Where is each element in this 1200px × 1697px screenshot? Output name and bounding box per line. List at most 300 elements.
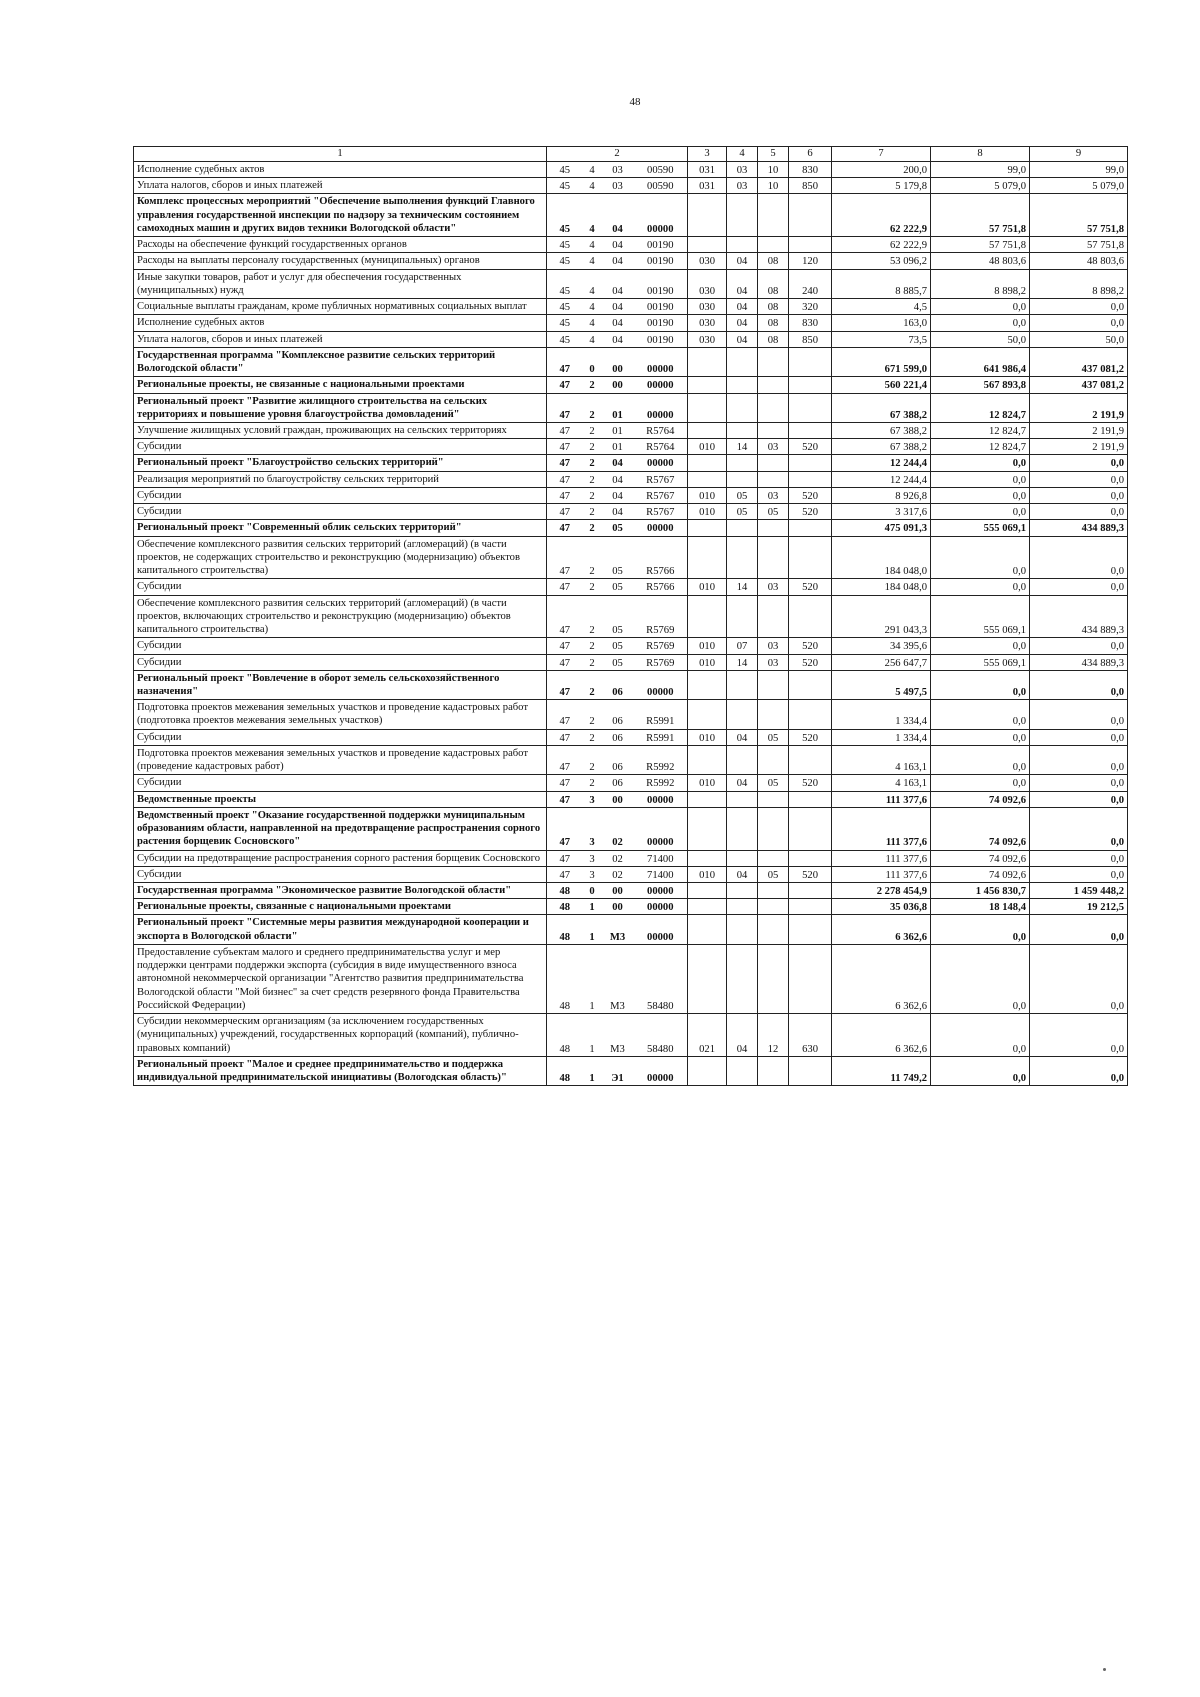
code-department	[688, 393, 727, 422]
row-name: Государственная программа "Экономическое развитие Вологодской области"	[134, 883, 547, 899]
amount-col7: 6 362,6	[832, 1014, 931, 1057]
amount-col7: 8 885,7	[832, 269, 931, 298]
code-direction: R5991	[634, 729, 688, 745]
amount-col9: 2 191,9	[1030, 393, 1128, 422]
code-subprogram: 00	[602, 883, 634, 899]
amount-col9: 437 081,2	[1030, 377, 1128, 393]
amount-col8: 74 092,6	[931, 866, 1030, 882]
code-direction: 00000	[634, 1056, 688, 1085]
code-type: 4	[583, 315, 602, 331]
code-subsection	[758, 1056, 789, 1085]
amount-col9: 0,0	[1030, 579, 1128, 595]
amount-col9: 437 081,2	[1030, 347, 1128, 376]
code-expense-type: 520	[789, 654, 832, 670]
code-department	[688, 700, 727, 729]
code-section: 04	[727, 1014, 758, 1057]
code-program: 47	[547, 504, 583, 520]
code-type: 2	[583, 377, 602, 393]
amount-col8: 1 456 830,7	[931, 883, 1030, 899]
code-direction: 00190	[634, 237, 688, 253]
amount-col9: 0,0	[1030, 944, 1128, 1013]
amount-col9: 0,0	[1030, 807, 1128, 850]
code-subsection	[758, 915, 789, 944]
code-expense-type	[789, 455, 832, 471]
table-row	[134, 194, 1128, 237]
code-program: 47	[547, 455, 583, 471]
amount-col7: 1 334,4	[832, 729, 931, 745]
code-subsection: 08	[758, 253, 789, 269]
amount-col7: 291 043,3	[832, 595, 931, 638]
code-expense-type: 830	[789, 315, 832, 331]
code-subsection	[758, 422, 789, 438]
table-row	[134, 536, 1128, 579]
table-row	[134, 315, 1128, 331]
amount-col7: 4,5	[832, 299, 931, 315]
amount-col9: 0,0	[1030, 315, 1128, 331]
code-program: 47	[547, 654, 583, 670]
code-direction: 71400	[634, 866, 688, 882]
code-section	[727, 595, 758, 638]
code-direction: 00590	[634, 162, 688, 178]
code-direction: 58480	[634, 944, 688, 1013]
code-subprogram: 02	[602, 850, 634, 866]
code-expense-type: 850	[789, 178, 832, 194]
code-program: 47	[547, 579, 583, 595]
code-section	[727, 377, 758, 393]
code-direction: R5769	[634, 654, 688, 670]
code-direction: 00190	[634, 315, 688, 331]
row-name: Региональный проект "Благоустройство сельских территорий"	[134, 455, 547, 471]
table-row	[134, 331, 1128, 347]
code-expense-type: 830	[789, 162, 832, 178]
amount-col7: 6 362,6	[832, 915, 931, 944]
row-name: Субсидии	[134, 439, 547, 455]
amount-col7: 67 388,2	[832, 439, 931, 455]
code-type: 2	[583, 471, 602, 487]
code-department	[688, 791, 727, 807]
code-department	[688, 194, 727, 237]
code-program: 47	[547, 866, 583, 882]
code-subprogram: 04	[602, 504, 634, 520]
code-subsection	[758, 670, 789, 699]
code-expense-type	[789, 536, 832, 579]
code-program: 47	[547, 487, 583, 503]
code-department	[688, 670, 727, 699]
code-subprogram: 01	[602, 439, 634, 455]
code-section	[727, 347, 758, 376]
page-number: 48	[629, 96, 641, 108]
amount-col7: 111 377,6	[832, 807, 931, 850]
row-name: Региональный проект "Малое и среднее предпринимательство и поддержка индивидуальной предпринимательской инициативы (Вологодская область)"	[134, 1056, 547, 1085]
code-direction: 00000	[634, 807, 688, 850]
code-department: 031	[688, 178, 727, 194]
code-direction: R5992	[634, 745, 688, 774]
code-section: 04	[727, 269, 758, 298]
code-type: 2	[583, 422, 602, 438]
amount-col9: 0,0	[1030, 471, 1128, 487]
table-row	[134, 745, 1128, 774]
code-type: 1	[583, 899, 602, 915]
code-type: 2	[583, 520, 602, 536]
table-row	[134, 439, 1128, 455]
code-expense-type	[789, 237, 832, 253]
amount-col9: 0,0	[1030, 915, 1128, 944]
code-subsection	[758, 347, 789, 376]
row-name: Региональные проекты, связанные с национальными проектами	[134, 899, 547, 915]
code-expense-type: 520	[789, 439, 832, 455]
code-expense-type	[789, 194, 832, 237]
amount-col7: 73,5	[832, 331, 931, 347]
code-department: 030	[688, 315, 727, 331]
amount-col9: 0,0	[1030, 729, 1128, 745]
code-section	[727, 194, 758, 237]
row-name: Региональный проект "Современный облик сельских территорий"	[134, 520, 547, 536]
code-expense-type: 520	[789, 504, 832, 520]
row-name: Комплекс процессных мероприятий "Обеспечение выполнения функций Главного управления государственной инспекции по надзору за техническим состоянием самоходных машин и других видов техники Вологодской области"	[134, 194, 547, 237]
code-subprogram: 02	[602, 866, 634, 882]
code-type: 2	[583, 579, 602, 595]
code-direction: 00190	[634, 253, 688, 269]
amount-col7: 256 647,7	[832, 654, 931, 670]
code-program: 47	[547, 638, 583, 654]
code-section	[727, 536, 758, 579]
code-section: 03	[727, 178, 758, 194]
code-subprogram: 05	[602, 638, 634, 654]
code-section: 04	[727, 299, 758, 315]
amount-col9: 0,0	[1030, 791, 1128, 807]
code-type: 2	[583, 487, 602, 503]
code-type: 3	[583, 866, 602, 882]
amount-col7: 62 222,9	[832, 237, 931, 253]
amount-col8: 57 751,8	[931, 237, 1030, 253]
amount-col9: 0,0	[1030, 775, 1128, 791]
row-name: Региональные проекты, не связанные с национальными проектами	[134, 377, 547, 393]
header-cell-4: 4	[727, 147, 758, 162]
row-name: Субсидии	[134, 654, 547, 670]
code-subprogram: 00	[602, 791, 634, 807]
code-subprogram: 04	[602, 455, 634, 471]
code-subsection	[758, 536, 789, 579]
table-row	[134, 237, 1128, 253]
amount-col7: 184 048,0	[832, 536, 931, 579]
row-name: Субсидии	[134, 579, 547, 595]
amount-col9: 434 889,3	[1030, 520, 1128, 536]
amount-col8: 567 893,8	[931, 377, 1030, 393]
code-expense-type	[789, 883, 832, 899]
code-type: 4	[583, 162, 602, 178]
code-program: 45	[547, 299, 583, 315]
amount-col7: 671 599,0	[832, 347, 931, 376]
scan-mark	[1103, 1668, 1106, 1671]
amount-col8: 0,0	[931, 299, 1030, 315]
code-department: 010	[688, 504, 727, 520]
amount-col8: 0,0	[931, 670, 1030, 699]
code-section	[727, 1056, 758, 1085]
table-row	[134, 915, 1128, 944]
row-name: Исполнение судебных актов	[134, 162, 547, 178]
code-department	[688, 377, 727, 393]
code-department: 031	[688, 162, 727, 178]
amount-col7: 560 221,4	[832, 377, 931, 393]
amount-col7: 4 163,1	[832, 745, 931, 774]
amount-col8: 641 986,4	[931, 347, 1030, 376]
amount-col7: 34 395,6	[832, 638, 931, 654]
table-row	[134, 504, 1128, 520]
table-row	[134, 791, 1128, 807]
code-section	[727, 520, 758, 536]
code-department: 030	[688, 299, 727, 315]
code-direction: 58480	[634, 1014, 688, 1057]
code-type: 2	[583, 670, 602, 699]
header-cell-3: 3	[688, 147, 727, 162]
table-row	[134, 178, 1128, 194]
code-type: 2	[583, 775, 602, 791]
row-name: Региональный проект "Развитие жилищного строительства на сельских территориях и повышение уровня благоустройства домовладений"	[134, 393, 547, 422]
code-department: 010	[688, 487, 727, 503]
amount-col8: 12 824,7	[931, 439, 1030, 455]
row-name: Предоставление субъектам малого и среднего предпринимательства услуг и мер поддержки центрами поддержки экспорта (субсидия в виде имущественного взноса автономной некоммерческой организации "Агентство развития предпринимательства Вологодской области "Мой бизнес" за счет средств резервного фонда Правительства Российской Федерации)	[134, 944, 547, 1013]
code-department: 021	[688, 1014, 727, 1057]
code-direction: 00000	[634, 899, 688, 915]
table-row	[134, 377, 1128, 393]
code-subprogram: 06	[602, 775, 634, 791]
code-department	[688, 1056, 727, 1085]
code-department	[688, 899, 727, 915]
table-row	[134, 899, 1128, 915]
header-cell-5: 5	[758, 147, 789, 162]
code-program: 47	[547, 439, 583, 455]
code-expense-type	[789, 520, 832, 536]
code-section: 05	[727, 504, 758, 520]
amount-col7: 111 377,6	[832, 866, 931, 882]
code-program: 48	[547, 1014, 583, 1057]
amount-col8: 0,0	[931, 579, 1030, 595]
row-name: Субсидии	[134, 504, 547, 520]
amount-col8: 57 751,8	[931, 194, 1030, 237]
amount-col8: 555 069,1	[931, 520, 1030, 536]
code-type: 1	[583, 1014, 602, 1057]
code-department	[688, 520, 727, 536]
code-section	[727, 393, 758, 422]
amount-col8: 555 069,1	[931, 654, 1030, 670]
table-row	[134, 162, 1128, 178]
row-name: Расходы на выплаты персоналу государственных (муниципальных) органов	[134, 253, 547, 269]
code-direction: 00000	[634, 194, 688, 237]
row-name: Подготовка проектов межевания земельных участков и проведение кадастровых работ (подготовка проектов межевания земельных участков)	[134, 700, 547, 729]
table-row	[134, 269, 1128, 298]
code-subsection: 08	[758, 315, 789, 331]
code-subsection	[758, 520, 789, 536]
code-program: 45	[547, 194, 583, 237]
amount-col7: 111 377,6	[832, 791, 931, 807]
code-expense-type: 320	[789, 299, 832, 315]
amount-col7: 11 749,2	[832, 1056, 931, 1085]
code-department: 010	[688, 729, 727, 745]
code-department: 010	[688, 638, 727, 654]
code-section: 05	[727, 487, 758, 503]
amount-col8: 0,0	[931, 536, 1030, 579]
code-expense-type	[789, 422, 832, 438]
code-program: 47	[547, 520, 583, 536]
code-department: 010	[688, 866, 727, 882]
code-subprogram: 03	[602, 178, 634, 194]
header-row	[134, 147, 1128, 162]
amount-col7: 200,0	[832, 162, 931, 178]
code-department: 030	[688, 253, 727, 269]
code-program: 47	[547, 729, 583, 745]
code-type: 1	[583, 1056, 602, 1085]
code-type: 0	[583, 347, 602, 376]
code-program: 47	[547, 791, 583, 807]
code-type: 3	[583, 791, 602, 807]
code-subsection: 03	[758, 638, 789, 654]
code-subprogram: 04	[602, 471, 634, 487]
row-name: Расходы на обеспечение функций государственных органов	[134, 237, 547, 253]
code-type: 4	[583, 253, 602, 269]
code-subprogram: 04	[602, 487, 634, 503]
amount-col8: 0,0	[931, 1014, 1030, 1057]
amount-col9: 0,0	[1030, 299, 1128, 315]
code-direction: 00000	[634, 915, 688, 944]
table-row	[134, 520, 1128, 536]
code-program: 45	[547, 237, 583, 253]
code-type: 4	[583, 299, 602, 315]
code-expense-type	[789, 1056, 832, 1085]
code-program: 48	[547, 899, 583, 915]
code-direction: 00000	[634, 670, 688, 699]
code-expense-type	[789, 915, 832, 944]
code-expense-type	[789, 393, 832, 422]
amount-col8: 0,0	[931, 487, 1030, 503]
amount-col9: 0,0	[1030, 487, 1128, 503]
code-direction: 00190	[634, 269, 688, 298]
code-department: 010	[688, 775, 727, 791]
amount-col8: 12 824,7	[931, 393, 1030, 422]
code-type: 2	[583, 700, 602, 729]
code-expense-type: 520	[789, 638, 832, 654]
amount-col9: 0,0	[1030, 536, 1128, 579]
code-section	[727, 471, 758, 487]
amount-col7: 184 048,0	[832, 579, 931, 595]
code-expense-type: 120	[789, 253, 832, 269]
row-name: Уплата налогов, сборов и иных платежей	[134, 178, 547, 194]
code-subsection	[758, 899, 789, 915]
amount-col7: 6 362,6	[832, 944, 931, 1013]
code-program: 47	[547, 670, 583, 699]
code-direction: R5764	[634, 439, 688, 455]
amount-col8: 0,0	[931, 729, 1030, 745]
code-direction: R5992	[634, 775, 688, 791]
table-row	[134, 579, 1128, 595]
amount-col8: 0,0	[931, 315, 1030, 331]
code-subsection	[758, 807, 789, 850]
code-type: 2	[583, 595, 602, 638]
code-program: 47	[547, 393, 583, 422]
code-subprogram: 06	[602, 745, 634, 774]
code-subsection: 05	[758, 729, 789, 745]
code-program: 45	[547, 253, 583, 269]
code-subprogram: 06	[602, 729, 634, 745]
header-cell-8: 8	[931, 147, 1030, 162]
code-subprogram: 01	[602, 393, 634, 422]
code-section	[727, 745, 758, 774]
code-department	[688, 455, 727, 471]
code-program: 47	[547, 775, 583, 791]
code-expense-type: 520	[789, 775, 832, 791]
code-section	[727, 700, 758, 729]
code-section: 04	[727, 775, 758, 791]
table-row	[134, 471, 1128, 487]
code-type: 4	[583, 269, 602, 298]
code-program: 47	[547, 745, 583, 774]
code-type: 2	[583, 455, 602, 471]
code-expense-type: 520	[789, 579, 832, 595]
code-subsection	[758, 595, 789, 638]
code-direction: 00000	[634, 791, 688, 807]
code-type: 3	[583, 850, 602, 866]
amount-col9: 434 889,3	[1030, 654, 1128, 670]
code-subprogram: 04	[602, 237, 634, 253]
code-direction: 00000	[634, 393, 688, 422]
code-type: 4	[583, 331, 602, 347]
code-program: 47	[547, 807, 583, 850]
row-name: Региональный проект "Системные меры развития международной кооперации и экспорта в Вологодской области"	[134, 915, 547, 944]
row-name: Подготовка проектов межевания земельных участков и проведение кадастровых работ (проведение кадастровых работ)	[134, 745, 547, 774]
code-department	[688, 237, 727, 253]
code-type: 3	[583, 807, 602, 850]
code-direction: 00000	[634, 520, 688, 536]
row-name: Социальные выплаты гражданам, кроме публичных нормативных социальных выплат	[134, 299, 547, 315]
amount-col8: 0,0	[931, 455, 1030, 471]
amount-col9: 0,0	[1030, 1014, 1128, 1057]
row-name: Региональный проект "Вовлечение в оборот земель сельскохозяйственного назначения"	[134, 670, 547, 699]
amount-col8: 18 148,4	[931, 899, 1030, 915]
code-section	[727, 944, 758, 1013]
amount-col9: 0,0	[1030, 1056, 1128, 1085]
row-name: Иные закупки товаров, работ и услуг для обеспечения государственных (муниципальных) нужд	[134, 269, 547, 298]
table-row	[134, 729, 1128, 745]
code-direction: 00590	[634, 178, 688, 194]
code-section: 14	[727, 654, 758, 670]
code-program: 48	[547, 915, 583, 944]
code-subsection: 03	[758, 439, 789, 455]
code-expense-type	[789, 377, 832, 393]
code-section: 04	[727, 331, 758, 347]
amount-col9: 48 803,6	[1030, 253, 1128, 269]
code-expense-type: 520	[789, 729, 832, 745]
amount-col7: 1 334,4	[832, 700, 931, 729]
amount-col8: 0,0	[931, 700, 1030, 729]
amount-col7: 5 497,5	[832, 670, 931, 699]
code-type: 2	[583, 729, 602, 745]
code-type: 2	[583, 504, 602, 520]
code-expense-type	[789, 471, 832, 487]
code-department: 010	[688, 654, 727, 670]
code-program: 48	[547, 944, 583, 1013]
header-cell-1: 1	[134, 147, 547, 162]
code-department	[688, 536, 727, 579]
table-row	[134, 700, 1128, 729]
code-department: 030	[688, 331, 727, 347]
code-type: 2	[583, 439, 602, 455]
amount-col7: 67 388,2	[832, 422, 931, 438]
code-expense-type	[789, 700, 832, 729]
code-section: 04	[727, 729, 758, 745]
amount-col9: 50,0	[1030, 331, 1128, 347]
code-subprogram: 01	[602, 422, 634, 438]
code-department: 010	[688, 439, 727, 455]
code-direction: R5769	[634, 595, 688, 638]
